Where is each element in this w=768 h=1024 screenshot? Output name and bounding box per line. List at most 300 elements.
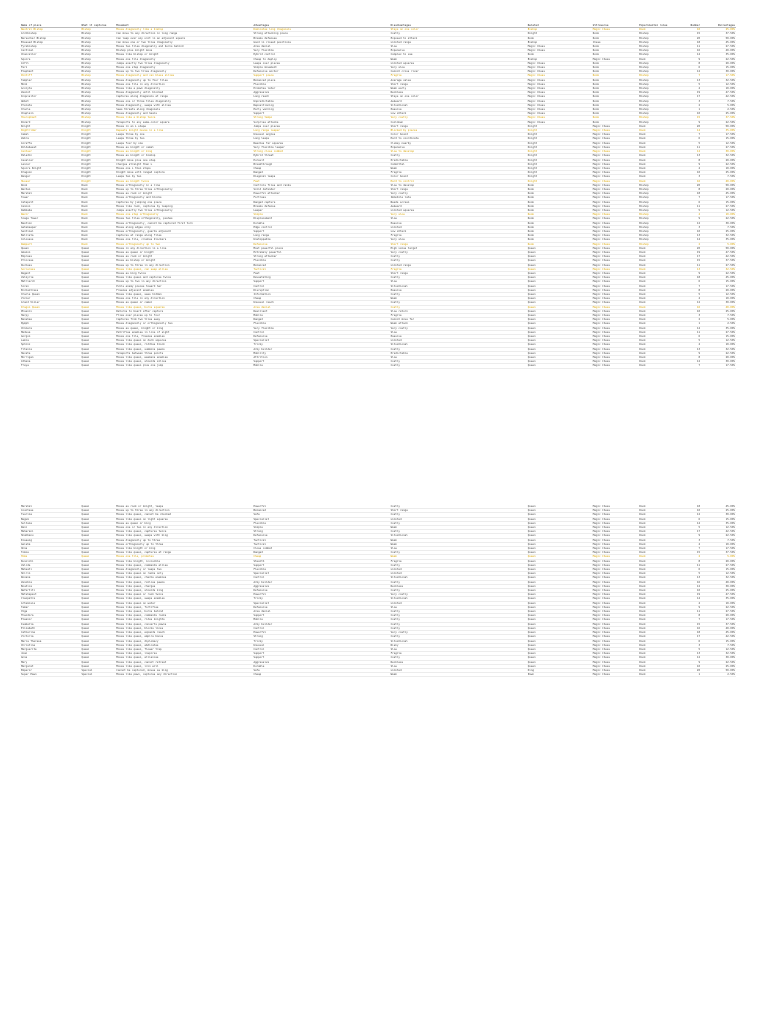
table-cell: 6	[685, 335, 701, 339]
table-cell: 30.00%	[701, 584, 736, 588]
table-cell: Rook	[638, 271, 684, 275]
table-cell: Magic Chess	[592, 563, 638, 567]
table-cell: 22.50%	[701, 271, 736, 275]
table-cell: Captures by jumping one piece	[115, 200, 252, 204]
table-cell: Rook	[527, 36, 592, 40]
table-cell: Weak	[390, 57, 527, 61]
table-cell: 25.00%	[701, 589, 736, 593]
table-cell: Queen	[527, 610, 592, 614]
table-cell: Rook	[527, 196, 592, 200]
table-cell: Magic Chess	[592, 301, 638, 305]
table-cell: Fragile	[390, 267, 527, 271]
table-cell: Queen	[527, 643, 592, 647]
table-cell: Queen	[527, 559, 592, 563]
table-cell: Pursuit	[252, 158, 389, 162]
table-cell: Costly	[390, 610, 527, 614]
table-cell: Rook	[80, 242, 115, 246]
table-cell: Rook	[638, 293, 684, 297]
table-cell: Rook	[638, 580, 684, 584]
table-cell: 8	[685, 187, 701, 191]
table-cell: 45.00%	[701, 276, 736, 280]
table-cell: 35.00%	[701, 521, 736, 525]
table-cell: Queen	[80, 335, 115, 339]
table-cell: Magic Chess	[592, 343, 638, 347]
table-cell: 3	[685, 175, 701, 179]
table-cell: Expensive	[390, 145, 527, 149]
table-cell: Queen	[527, 618, 592, 622]
table-cell: Rook	[638, 335, 684, 339]
table-cell: Moves like queen, rallies pawns	[115, 580, 252, 584]
table-cell: Oracle Queen	[20, 293, 80, 297]
table-cell: Rook	[638, 141, 684, 145]
table-cell: Rook	[638, 179, 684, 183]
table-cell: Rook	[638, 347, 684, 351]
table-cell: Magic Chess	[592, 280, 638, 284]
header-cell: Number	[685, 24, 701, 28]
table-cell: Rook	[638, 622, 684, 626]
table-cell: Hard to control	[390, 179, 527, 183]
table-cell: Moves diagonally up to four tiles	[115, 78, 252, 82]
table-cell: Very flexible leaper	[252, 145, 389, 149]
table-cell: Costly	[390, 622, 527, 626]
table-cell: Rook	[592, 91, 638, 95]
table-cell: Captures along diagonals at range	[115, 95, 252, 99]
table-cell: Bishop	[638, 183, 684, 187]
table-cell: Rook	[638, 534, 684, 538]
table-cell: Complex to use	[390, 53, 527, 57]
table-cell: Tricky	[252, 639, 389, 643]
table-cell: Bishop	[638, 61, 684, 65]
table-cell: Giraffe	[20, 141, 80, 145]
table-cell: Rook	[592, 103, 638, 107]
table-cell: Queen	[527, 656, 592, 660]
table-cell: Magic Chess	[592, 213, 638, 217]
table-cell: Queen	[80, 301, 115, 305]
table-cell: 35.00%	[701, 129, 736, 133]
table-cell: Moves as queen, knight or king	[115, 326, 252, 330]
table-cell: 18	[685, 631, 701, 635]
table-cell: Rook	[80, 229, 115, 233]
table-cell: 20.00%	[701, 559, 736, 563]
table-cell: Queen	[80, 322, 115, 326]
table-cell: 40.00%	[701, 49, 736, 53]
table-cell: Hime	[20, 555, 80, 559]
table-cell: Queen	[527, 572, 592, 576]
table-cell: Flies over pieces up to four	[115, 314, 252, 318]
table-cell: Acolyte	[20, 87, 80, 91]
table-cell: Queen	[80, 534, 115, 538]
table-cell: Magic Chess	[527, 82, 592, 86]
table-cell: Rook	[638, 526, 684, 530]
table-body-top	[20, 28, 736, 368]
table-cell: Siren	[20, 284, 80, 288]
table-cell: Solid defender	[252, 187, 389, 191]
table-cell: Wildebeest	[20, 145, 80, 149]
table-cell: 30.00%	[701, 513, 736, 517]
table-cell: 1	[685, 322, 701, 326]
table-cell: Bishop	[80, 49, 115, 53]
table-cell: Moves like queen, blocks lines	[115, 626, 252, 630]
table-cell: Knight	[20, 124, 80, 128]
table-cell: Queen	[527, 255, 592, 259]
table-cell: Very costly	[390, 593, 527, 597]
table-cell: Rook	[527, 217, 592, 221]
table-cell: Knight	[80, 145, 115, 149]
table-cell: Bishop	[638, 200, 684, 204]
table-cell: Queen	[80, 364, 115, 368]
table-cell: Queen	[527, 360, 592, 364]
table-cell: Rook	[592, 61, 638, 65]
table-cell: Bishop	[80, 87, 115, 91]
table-cell: Queen	[80, 610, 115, 614]
table-cell: Magic Chess	[592, 158, 638, 162]
table-cell: Moves as queen or king	[115, 521, 252, 525]
table-cell: Magic Chess	[592, 673, 638, 677]
table-cell: 14	[685, 238, 701, 242]
table-cell: Knight	[80, 129, 115, 133]
table-cell: Needs screen	[390, 200, 527, 204]
table-cell: Rook	[80, 225, 115, 229]
table-cell: Queen	[80, 276, 115, 280]
table-cell: 11	[685, 330, 701, 334]
table-cell: Aggressive	[252, 91, 389, 95]
table-cell: 9	[685, 271, 701, 275]
table-cell: Slow	[390, 605, 527, 609]
table-cell: Flexible	[252, 259, 389, 263]
table-cell: Rook	[527, 53, 592, 57]
table-cell: Rook	[638, 614, 684, 618]
table-cell: Moves like queen, captures twice	[115, 530, 252, 534]
table-cell: 6	[685, 66, 701, 70]
table-cell: Moves like queen, abdicates	[115, 643, 252, 647]
table-cell: Archbishop	[20, 32, 80, 36]
table-cell: Surprise attacks	[252, 120, 389, 124]
table-cell: Clumsy nearby	[390, 141, 527, 145]
table-cell: 16	[685, 305, 701, 309]
table-cell: Slow to develop	[390, 183, 527, 187]
table-cell: Magic Chess	[592, 601, 638, 605]
table-cell: Rook	[592, 70, 638, 74]
table-cell: Rook	[638, 530, 684, 534]
table-cell: Magic Chess	[592, 509, 638, 513]
table-cell: Maharani	[20, 530, 80, 534]
table-cell: Rook	[592, 120, 638, 124]
table-cell: Rook	[638, 158, 684, 162]
table-cell: Knight	[80, 179, 115, 183]
table-cell: Bishop	[638, 217, 684, 221]
table-cell: Magic Chess	[527, 116, 592, 120]
table-cell: 40.00%	[701, 179, 736, 183]
table-cell: Squire	[20, 57, 80, 61]
table-cell: Moves like queen, inspires	[115, 652, 252, 656]
table-cell: 17	[685, 635, 701, 639]
table-cell: Queen	[80, 259, 115, 263]
table-cell: Costly	[390, 580, 527, 584]
table-cell: 18	[685, 276, 701, 280]
table-cell: Freya	[20, 364, 80, 368]
table-cell: Magic Chess	[592, 183, 638, 187]
table-cell: Oracle	[20, 108, 80, 112]
table-cell: Artemisia	[20, 601, 80, 605]
table-cell: Unusual angles	[252, 133, 389, 137]
table-cell: Tower	[20, 196, 80, 200]
table-cell: Bishop	[638, 204, 684, 208]
table-cell: Maria Theresa	[20, 639, 80, 643]
table-cell: Queen	[80, 647, 115, 651]
table-cell: 50.00%	[701, 246, 736, 250]
table-cell: Moves like queen, expands reach	[115, 631, 252, 635]
table-cell: Magic Chess	[592, 250, 638, 254]
table-cell: Rook	[527, 183, 592, 187]
table-cell: Magic Chess	[592, 145, 638, 149]
table-cell: Simple movement	[252, 66, 389, 70]
table-cell: Queen	[527, 660, 592, 664]
table-cell: Bishop	[638, 112, 684, 116]
table-cell: Sorceress	[20, 267, 80, 271]
table-cell: 9	[685, 351, 701, 355]
table-cell: Moves like queen, swaps enemies	[115, 597, 252, 601]
table-cell: Jumps over pieces	[252, 124, 389, 128]
table-cell: Moves like queen, summons pawns	[115, 347, 252, 351]
table-cell: Situational	[390, 576, 527, 580]
table-cell: Costly	[390, 635, 527, 639]
table-cell: Moves like queen on light squares	[115, 517, 252, 521]
table-cell: Rook	[20, 183, 80, 187]
table-cell: Roxana	[20, 576, 80, 580]
table-cell: Defensive	[252, 589, 389, 593]
table-cell: Queen	[80, 255, 115, 259]
table-cell: Rook	[638, 593, 684, 597]
table-cell: Moves like queen, iron will	[115, 664, 252, 668]
table-cell: Boudica	[20, 584, 80, 588]
table-cell: Moves like queen, diplomacy	[115, 639, 252, 643]
table-cell: Magic Chess	[592, 133, 638, 137]
table-cell: 20.00%	[701, 158, 736, 162]
table-cell: Bishop	[638, 208, 684, 212]
table-cell: Bishop	[638, 242, 684, 246]
table-cell: Queen	[80, 547, 115, 551]
table-cell: Phoenix	[20, 309, 80, 313]
table-cell: Fortress	[252, 196, 389, 200]
table-cell: 12	[685, 221, 701, 225]
table-cell: Rook	[527, 225, 592, 229]
table-cell: 13	[685, 234, 701, 238]
table-cell: Shahbanu	[20, 534, 80, 538]
table-cell: Bishop	[80, 82, 115, 86]
table-cell: Moves one step orthogonally	[115, 213, 252, 217]
table-cell: Colossus	[20, 238, 80, 242]
table-cell: Knight	[527, 137, 592, 141]
table-cell: Moves as knight or bishop	[115, 154, 252, 158]
table-cell: Cheap to deploy	[252, 57, 389, 61]
table-cell: Bishop	[638, 116, 684, 120]
table-cell: Rook	[638, 664, 684, 668]
table-cell: Cavalier	[20, 158, 80, 162]
table-cell: Support	[252, 229, 389, 233]
table-cell: Rook	[638, 605, 684, 609]
table-cell: Bishop	[638, 36, 684, 40]
table-cell: 9	[685, 534, 701, 538]
table-cell: Queen	[80, 626, 115, 630]
table-cell: Very slow	[390, 213, 527, 217]
table-cell: Bishop	[638, 70, 684, 74]
table-cell: Area denial	[252, 45, 389, 49]
table-cell: Color bound	[390, 133, 527, 137]
table-cell: 10	[685, 509, 701, 513]
table-cell: Knight	[527, 150, 592, 154]
table-cell: Unstoppable	[252, 238, 389, 242]
table-cell: 17	[685, 255, 701, 259]
table-cell: Moves as rook or knight	[115, 255, 252, 259]
table-cell: Long leaps	[252, 137, 389, 141]
table-cell: Attrition	[252, 356, 389, 360]
table-cell: Queen	[80, 351, 115, 355]
table-cell: Good in closed positions	[252, 40, 389, 44]
table-cell: Queen	[80, 339, 115, 343]
table-cell: 9	[685, 120, 701, 124]
table-cell: 30.00%	[701, 360, 736, 364]
table-cell: Magic Chess	[592, 192, 638, 196]
table-cell: Strong attacking piece	[252, 32, 389, 36]
table-cell: Short range	[390, 509, 527, 513]
table-cell: Rook	[527, 192, 592, 196]
table-row	[20, 673, 736, 677]
table-cell: Magic Chess	[592, 297, 638, 301]
table-cell: Magic Chess	[592, 538, 638, 542]
table-cell: Queen	[80, 513, 115, 517]
table-cell: Magic Chess	[592, 196, 638, 200]
table-cell: Army builder	[252, 580, 389, 584]
table-cell: 6	[685, 517, 701, 521]
table-cell: Army builder	[252, 622, 389, 626]
table-cell: 6	[685, 639, 701, 643]
table-cell: Knight	[80, 162, 115, 166]
table-cell: Zealot	[20, 91, 80, 95]
table-cell: Rook	[592, 45, 638, 49]
table-cell: Magic Chess	[592, 547, 638, 551]
table-cell: Cleopatra	[20, 597, 80, 601]
table-cell: Bishop	[527, 28, 592, 32]
table-cell: Defensive	[252, 534, 389, 538]
table-cell: Queen	[527, 356, 592, 360]
table-cell: 22.50%	[701, 162, 736, 166]
table-cell: Rook	[80, 221, 115, 225]
table-cell: Queen	[527, 534, 592, 538]
table-cell: Magic Chess	[592, 610, 638, 614]
table-cell: Moves as bishop or knight	[115, 259, 252, 263]
table-cell: Slow	[390, 647, 527, 651]
table-cell: Rook	[638, 330, 684, 334]
table-cell: Magic Chess	[592, 668, 638, 672]
table-cell: Magic Chess	[592, 326, 638, 330]
table-cell: Very costly	[390, 250, 527, 254]
table-cell: 20.00%	[701, 614, 736, 618]
table-cell: Rook	[527, 221, 592, 225]
table-cell: Wizard	[20, 120, 80, 124]
table-cell: Nightrider	[20, 129, 80, 133]
table-cell: Knight	[80, 137, 115, 141]
table-cell: Moves like queen, sees hidden	[115, 293, 252, 297]
table-cell: Athena	[20, 360, 80, 364]
table-cell: Magic Chess	[592, 568, 638, 572]
table-cell: Magic Chess	[592, 166, 638, 170]
table-cell: Rook	[638, 259, 684, 263]
table-cell: Rook	[638, 255, 684, 259]
table-cell: Long range leaper	[252, 129, 389, 133]
table-cell: Chancellor	[20, 53, 80, 57]
table-cell: Moves like queen and captures twice	[115, 276, 252, 280]
table-cell: Moves one tile diagonally	[115, 57, 252, 61]
table-cell: Queen	[527, 614, 592, 618]
table-cell: Rook	[638, 150, 684, 154]
table-cell: Magic Chess	[592, 124, 638, 128]
table-cell: Queen	[527, 505, 592, 509]
table-cell: Magic Chess	[592, 175, 638, 179]
table-cell: Magic Chess	[592, 597, 638, 601]
table-cell: Rook	[638, 610, 684, 614]
table-cell: Queen	[527, 250, 592, 254]
table-cell: Moves like bishop or knight	[115, 53, 252, 57]
table-cell: 15.00%	[701, 568, 736, 572]
table-cell: Super Pawn	[20, 673, 80, 677]
table-cell: Moves as rook or knight	[115, 192, 252, 196]
table-cell: Queen	[527, 246, 592, 250]
table-cell: Rook	[638, 356, 684, 360]
table-cell: Pontiff	[20, 74, 80, 78]
table-cell: Magic Chess	[592, 204, 638, 208]
table-cell: Devastating	[252, 276, 389, 280]
table-cell: 22.50%	[701, 605, 736, 609]
table-cell: Rook	[638, 576, 684, 580]
table-cell: Promotes later	[252, 87, 389, 91]
table-cell: Queen	[527, 580, 592, 584]
table-cell: Ranged capture	[252, 200, 389, 204]
table-cell: Queen	[527, 351, 592, 355]
table-cell: Magic Chess	[592, 555, 638, 559]
table-cell: Freezes adjacent enemies	[115, 288, 252, 292]
table-cell: Moves like queen on water	[115, 601, 252, 605]
table-cell: Unusual	[252, 643, 389, 647]
table-cell: Magic Chess	[527, 49, 592, 53]
table-cell: 5	[685, 141, 701, 145]
table-cell: Moves along edges only	[115, 225, 252, 229]
table-cell: Situational	[390, 534, 527, 538]
table-cell: 32.50%	[701, 234, 736, 238]
table-cell: Queen	[80, 584, 115, 588]
table-cell: Costly	[390, 360, 527, 364]
table-cell: 10	[685, 229, 701, 233]
table-cell: Knight	[527, 145, 592, 149]
table-cell: Magic Chess	[527, 95, 592, 99]
table-cell: Queen	[527, 263, 592, 267]
table-cell: Queen	[527, 330, 592, 334]
table-cell: Moves orthogonally and blocks	[115, 196, 252, 200]
table-cell: Moves like queen, shields king	[115, 589, 252, 593]
table-cell: Costly	[390, 154, 527, 158]
table-cell: Magic Chess	[592, 593, 638, 597]
table-cell: Banshee	[20, 318, 80, 322]
table-cell: Rook	[638, 28, 684, 32]
table-cell: 14	[685, 129, 701, 133]
table-cell: Long reach	[252, 95, 389, 99]
table-cell: 2	[685, 103, 701, 107]
table-cell: Magic Chess	[592, 542, 638, 546]
table-cell: 27.50%	[701, 204, 736, 208]
table-cell: Moves up to two in any direction	[115, 280, 252, 284]
table-cell: Knight move with ranged capture	[115, 171, 252, 175]
table-cell: 12.50%	[701, 339, 736, 343]
table-cell: Magic Chess	[527, 120, 592, 124]
